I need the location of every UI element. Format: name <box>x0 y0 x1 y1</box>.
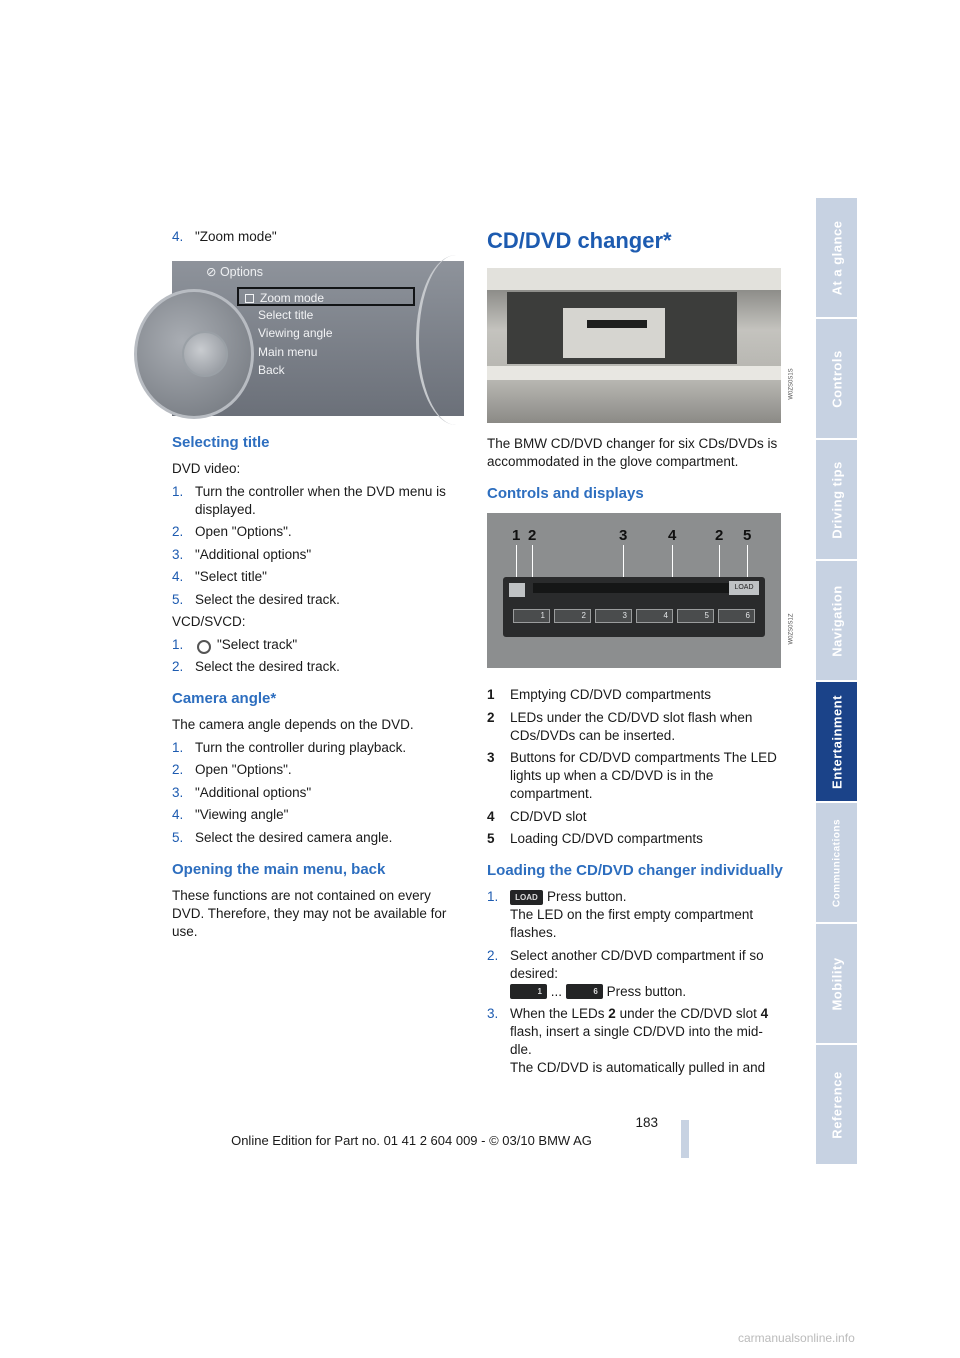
main-menu-text: These functions are not contained on every DVD. Therefore, they may not be available for use. <box>172 887 447 939</box>
tab-reference[interactable]: Reference <box>816 1045 857 1164</box>
image-code: W0ZS0S1S <box>788 368 795 400</box>
legend-item: 1 Emptying CD/DVD compartments <box>487 687 712 702</box>
tab-at-a-glance[interactable]: At a glance <box>816 198 857 317</box>
tab-entertainment[interactable]: Entertainment <box>816 682 857 801</box>
callout-2b: 2 <box>715 527 724 544</box>
load-button: LOAD <box>729 581 759 595</box>
tab-driving-tips[interactable]: Driving tips <box>816 440 857 559</box>
step-item: 4. "Zoom mode" <box>172 229 277 244</box>
step-item: 3. When the LEDs 2 under the CD/DVD slot 4 flash, insert a single CD/DVD into the mid-dle. The CD/DVD is automatically pulled in and <box>487 1006 769 1075</box>
step-item: 3. "Additional options" <box>172 546 312 562</box>
options-screen-image <box>172 261 464 416</box>
compartment-6-button-icon: 6 <box>566 984 603 999</box>
legend-item: 3 Buttons for CD/DVD compartments The LED lights up when a CD/DVD is in the compartment. <box>487 750 777 801</box>
heading-controls-displays: Controls and displays <box>487 485 644 502</box>
compartment-button-2: 2 <box>554 609 591 623</box>
controller-knob-center <box>182 331 228 377</box>
menu-item-select-title: Select title <box>258 307 314 322</box>
glovebox-lid <box>487 268 781 290</box>
camera-angle-intro: The camera angle depends on the DVD. <box>172 717 414 732</box>
changer-slot <box>587 320 647 328</box>
step-item: 2. Select another CD/DVD compartment if so desired: 1 ... 6 Press button. <box>487 947 764 999</box>
site-watermark: carmanualsonline.info <box>738 1331 855 1345</box>
heading-main-menu-back: Opening the main menu, back <box>172 860 386 878</box>
legend-item: 4 CD/DVD slot <box>487 808 587 824</box>
step-item: 2. Open "Options". <box>172 524 292 539</box>
screen-title: ⊘ Options <box>206 265 264 279</box>
left-column <box>172 228 464 945</box>
dvd-icon <box>195 638 213 652</box>
dvd-video-label: DVD video: <box>172 461 241 476</box>
callout-5: 5 <box>743 527 752 544</box>
callout-4: 4 <box>668 527 677 544</box>
step-item: 4. "Viewing angle" <box>172 807 289 822</box>
heading-loading-individually: Loading the CD/DVD changer individually <box>487 862 783 879</box>
step-item: 1. LOAD Press button. The LED on the first empty compartment flashes. <box>487 889 754 940</box>
leader-line-5 <box>747 545 748 581</box>
compartment-button-6: 6 <box>718 609 755 623</box>
menu-item-zoom-mode: Zoom mode <box>237 287 415 306</box>
callout-2: 2 <box>528 527 537 544</box>
heading-cd-dvd-changer: CD/DVD changer* <box>487 228 672 253</box>
step-item: 2. Open "Options". <box>172 762 292 777</box>
heading-selecting-title: Selecting title <box>172 434 270 451</box>
legend-item: 5 Loading CD/DVD compartments <box>487 831 703 846</box>
screen-menu <box>258 287 436 380</box>
changer-unit <box>563 308 665 358</box>
changer-panel-image <box>487 513 795 668</box>
tab-mobility[interactable]: Mobility <box>816 924 857 1043</box>
chapter-tabs <box>816 198 857 1166</box>
compartment-button-3: 3 <box>595 609 632 623</box>
step-item: 1. "Select track" <box>172 636 298 652</box>
callout-1: 1 <box>512 527 521 544</box>
step-item: 1. Turn the controller when the DVD menu is displayed. <box>172 483 446 517</box>
step-item: 5. Select the desired camera angle. <box>172 829 393 845</box>
tab-controls[interactable]: Controls <box>816 319 857 438</box>
step-item: 4. "Select title" <box>172 569 267 584</box>
edition-footer: Online Edition for Part no. 01 41 2 604 009 - © 03/10 BMW AG <box>231 1133 592 1148</box>
glovebox-lower <box>487 380 781 423</box>
step-item: 2. Select the desired track. <box>172 659 340 674</box>
footer-bar <box>681 1120 689 1158</box>
tab-navigation[interactable]: Navigation <box>816 561 857 680</box>
heading-camera-angle: Camera angle* <box>172 690 277 707</box>
tab-communications[interactable]: Communications <box>816 803 857 922</box>
glovebox-edge <box>487 366 781 380</box>
menu-item-viewing-angle: Viewing angle <box>258 326 333 340</box>
step-item: 3. "Additional options" <box>172 784 312 800</box>
eject-icon <box>509 583 525 597</box>
menu-item-main-menu: Main menu <box>258 344 318 359</box>
compartment-buttons <box>513 609 755 623</box>
step-item: 1. Turn the controller during playback. <box>172 739 407 755</box>
vcd-svcd-label: VCD/SVCD: <box>172 614 246 629</box>
legend-item: 2 LEDs under the CD/DVD slot flash when CDs/DVDs can be inserted. <box>487 709 753 743</box>
callout-3: 3 <box>619 527 628 544</box>
compartment-button-1: 1 <box>513 609 550 623</box>
page-number: 183 <box>635 1115 658 1130</box>
compartment-button-4: 4 <box>636 609 673 623</box>
right-column <box>487 228 795 1082</box>
image-code: W0ZS0S1Z <box>788 613 795 645</box>
changer-intro: The BMW CD/DVD changer for six CDs/DVDs is accommodated in the glove compartment. <box>487 436 778 469</box>
load-button-icon: LOAD <box>510 890 543 905</box>
compartment-button-5: 5 <box>677 609 714 623</box>
cd-dvd-slot <box>533 583 739 593</box>
step-item: 5. Select the desired track. <box>172 591 340 607</box>
compartment-1-button-icon: 1 <box>510 984 547 999</box>
menu-item-back: Back <box>258 363 285 377</box>
glove-compartment-image <box>487 268 795 423</box>
